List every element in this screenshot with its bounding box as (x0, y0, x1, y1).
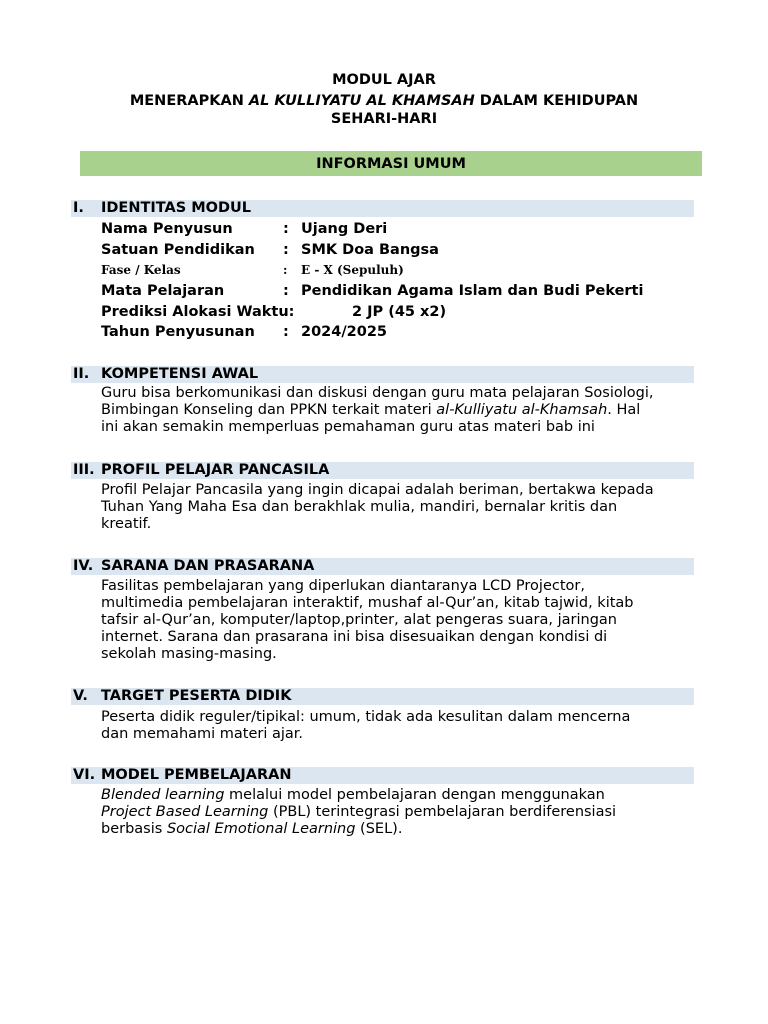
row-colon: : (283, 263, 288, 277)
section-title-sarana: SARANA DAN PRASARANA (101, 558, 315, 574)
document-subtitle: MENERAPKAN AL KULLIYATU AL KHAMSAH DALAM KEHIDUPAN (129, 93, 639, 109)
kompetensi-paragraph: Guru bisa berkomunikasi dan diskusi dengan guru mata pelajaran Sosiologi, Bimbingan Konseling dan PPKN terkait materi al-Kulliyatu al-Khamsah. Hal ini akan semakin memperluas pemahaman guru atas materi bab ini (101, 385, 654, 435)
row-colon: : (283, 324, 289, 340)
section-title-profil: PROFIL PELAJAR PANCASILA (101, 462, 330, 478)
profil-paragraph: Profil Pelajar Pancasila yang ingin dicapai adalah beriman, bertakwa kepada Tuhan Yang Maha Esa dan berakhlak mulia, mandiri, bernalar kritis dan kreatif. (101, 482, 654, 532)
target-paragraph: Peserta didik reguler/tipikal: umum, tidak ada kesulitan dalam mencerna dan memahami materi ajar. (101, 709, 631, 742)
section-title-model: MODEL PEMBELAJARAN (101, 767, 292, 783)
row-value: SMK Doa Bangsa (301, 242, 439, 258)
row-label: Fase / Kelas (101, 263, 181, 277)
document-subtitle-cont: SEHARI-HARI (330, 111, 438, 127)
row-colon: : (283, 221, 289, 237)
row-value: 2024/2025 (301, 324, 388, 340)
row-value: E - X (Sepuluh) (301, 263, 404, 277)
model-paragraph: Blended learning melalui model pembelajaran dengan menggunakan Project Based Learning (PBL) terintegrasi pembelajaran berdiferensiasi berbasis Social Emotional Learning (SEL). (101, 787, 617, 837)
info-umum-banner: INFORMASI UMUM (80, 151, 702, 176)
section-title-kompetensi: KOMPETENSI AWAL (101, 366, 259, 382)
section-number: VI. (73, 767, 96, 783)
row-colon: : (283, 283, 289, 299)
row-value: Ujang Deri (301, 221, 388, 237)
section-number: II. (73, 366, 90, 382)
row-value: 2 JP (45 x2) (352, 304, 447, 320)
row-label: Tahun Penyusunan (101, 324, 255, 340)
row-label: Prediksi Alokasi Waktu: (101, 304, 295, 320)
section-number: III. (73, 462, 95, 478)
row-label: Nama Penyusun (101, 221, 233, 237)
section-title-identitas: IDENTITAS MODUL (101, 200, 252, 216)
row-label: Mata Pelajaran (101, 283, 225, 299)
section-title-target: TARGET PESERTA DIDIK (101, 688, 292, 704)
section-number: I. (73, 200, 84, 216)
section-number: V. (73, 688, 88, 704)
section-number: IV. (73, 558, 94, 574)
row-colon: : (283, 242, 289, 258)
sarana-paragraph: Fasilitas pembelajaran yang diperlukan diantaranya LCD Projector, multimedia pembelajaran interaktif, mushaf al-Qur’an, kitab tajwid, kitab tafsir al-Qur’an, komputer/laptop,printer, alat pengeras suara, jaringan internet. Sarana dan prasarana ini bisa disesuaikan dengan kondisi di sekolah masing-masing. (101, 578, 634, 662)
row-label: Satuan Pendidikan (101, 242, 255, 258)
row-value: Pendidikan Agama Islam dan Budi Pekerti (301, 283, 644, 299)
document-title: MODUL AJAR (332, 72, 436, 88)
